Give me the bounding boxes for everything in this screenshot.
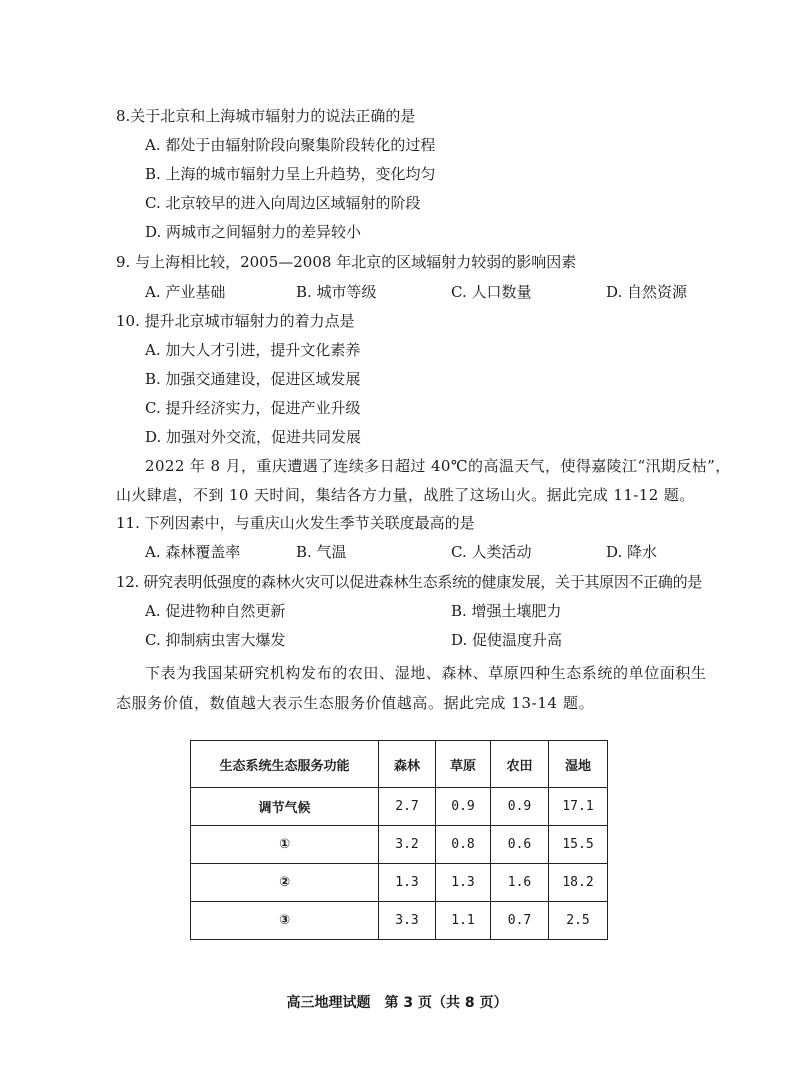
q9-stem: 9. 与上海相比较，2005—2008 年北京的区域辐射力较弱的影响因素 <box>116 253 577 271</box>
header-cell: 湿地 <box>549 741 608 788</box>
q8-option-d: D. 两城市之间辐射力的差异较小 <box>145 223 362 241</box>
header-cell: 生态系统生态服务功能 <box>191 741 379 788</box>
q12-option-c: C. 抑制病虫害大爆发 <box>145 631 286 649</box>
row-label: ② <box>191 864 379 902</box>
q11-stem: 11. 下列因素中，与重庆山火发生季节关联度最高的是 <box>116 514 475 532</box>
table-row <box>191 826 608 864</box>
q10-stem: 10. 提升北京城市辐射力的着力点是 <box>116 312 355 330</box>
table-cell: 0.7 <box>491 902 549 940</box>
table-cell: 1.1 <box>436 902 491 940</box>
table-row <box>191 864 608 902</box>
passage-1-line-1: 2022 年 8 月，重庆遭遇了连续多日超过 40℃的高温天气，使得嘉陵江“汛期反枯”， <box>145 457 731 475</box>
table-cell: 0.6 <box>491 826 549 864</box>
q11-option-d: D. 降水 <box>606 543 658 561</box>
table-cell: 1.3 <box>379 864 436 902</box>
table-cell: 0.9 <box>491 788 549 826</box>
table-cell: 15.5 <box>549 826 608 864</box>
table-cell: 1.3 <box>436 864 491 902</box>
header-cell: 农田 <box>491 741 549 788</box>
row-label: 调节气候 <box>191 788 379 826</box>
q8-option-a: A. 都处于由辐射阶段向聚集阶段转化的过程 <box>145 136 436 154</box>
q9-option-a: A. 产业基础 <box>145 283 226 301</box>
q12-option-b: B. 增强土壤肥力 <box>451 602 562 620</box>
table-cell: 0.9 <box>436 788 491 826</box>
q11-option-c: C. 人类活动 <box>451 543 532 561</box>
q8-option-b: B. 上海的城市辐射力呈上升趋势，变化均匀 <box>145 165 436 183</box>
q9-option-c: C. 人口数量 <box>451 283 532 301</box>
table-cell: 0.8 <box>436 826 491 864</box>
table-cell: 2.7 <box>379 788 436 826</box>
row-label: ③ <box>191 902 379 940</box>
q11-option-a: A. 森林覆盖率 <box>145 543 241 561</box>
q9-option-b: B. 城市等级 <box>296 283 377 301</box>
header-cell: 草原 <box>436 741 491 788</box>
header-cell: 森林 <box>379 741 436 788</box>
table-cell: 3.3 <box>379 902 436 940</box>
q8-stem: 8.关于北京和上海城市辐射力的说法正确的是 <box>116 107 416 125</box>
q12-option-d: D. 促使温度升高 <box>451 631 563 649</box>
table-cell: 18.2 <box>549 864 608 902</box>
q10-option-a: A. 加大人才引进，提升文化素养 <box>145 341 361 359</box>
q11-option-b: B. 气温 <box>296 543 347 561</box>
q10-option-b: B. 加强交通建设，促进区域发展 <box>145 370 361 388</box>
ecosystem-service-table <box>190 740 608 940</box>
passage-1-line-2: 山火肆虐，不到 10 天时间，集结各方力量，战胜了这场山火。据此完成 11-12 题。 <box>116 486 695 504</box>
table-cell: 17.1 <box>549 788 608 826</box>
table-row <box>191 902 608 940</box>
q9-option-d: D. 自然资源 <box>606 283 688 301</box>
row-label: ① <box>191 826 379 864</box>
q12-option-a: A. 促进物种自然更新 <box>145 602 286 620</box>
table-cell: 2.5 <box>549 902 608 940</box>
passage-2-line-1: 下表为我国某研究机构发布的农田、湿地、森林、草原四种生态系统的单位面积生 <box>145 664 707 682</box>
passage-2-line-2: 态服务价值，数值越大表示生态服务价值越高。据此完成 13-14 题。 <box>116 694 595 712</box>
table-row <box>191 788 608 826</box>
q10-option-c: C. 提升经济实力，促进产业升级 <box>145 399 361 417</box>
q12-stem: 12. 研究表明低强度的森林火灾可以促进森林生态系统的健康发展，关于其原因不正确的是 <box>116 573 703 591</box>
table-header-row <box>191 741 608 788</box>
table-cell: 3.2 <box>379 826 436 864</box>
q10-option-d: D. 加强对外交流，促进共同发展 <box>145 428 362 446</box>
page-footer: 高三地理试题 第 3 页（共 8 页） <box>286 995 508 1011</box>
table-cell: 1.6 <box>491 864 549 902</box>
q8-option-c: C. 北京较早的进入向周边区域辐射的阶段 <box>145 194 421 212</box>
